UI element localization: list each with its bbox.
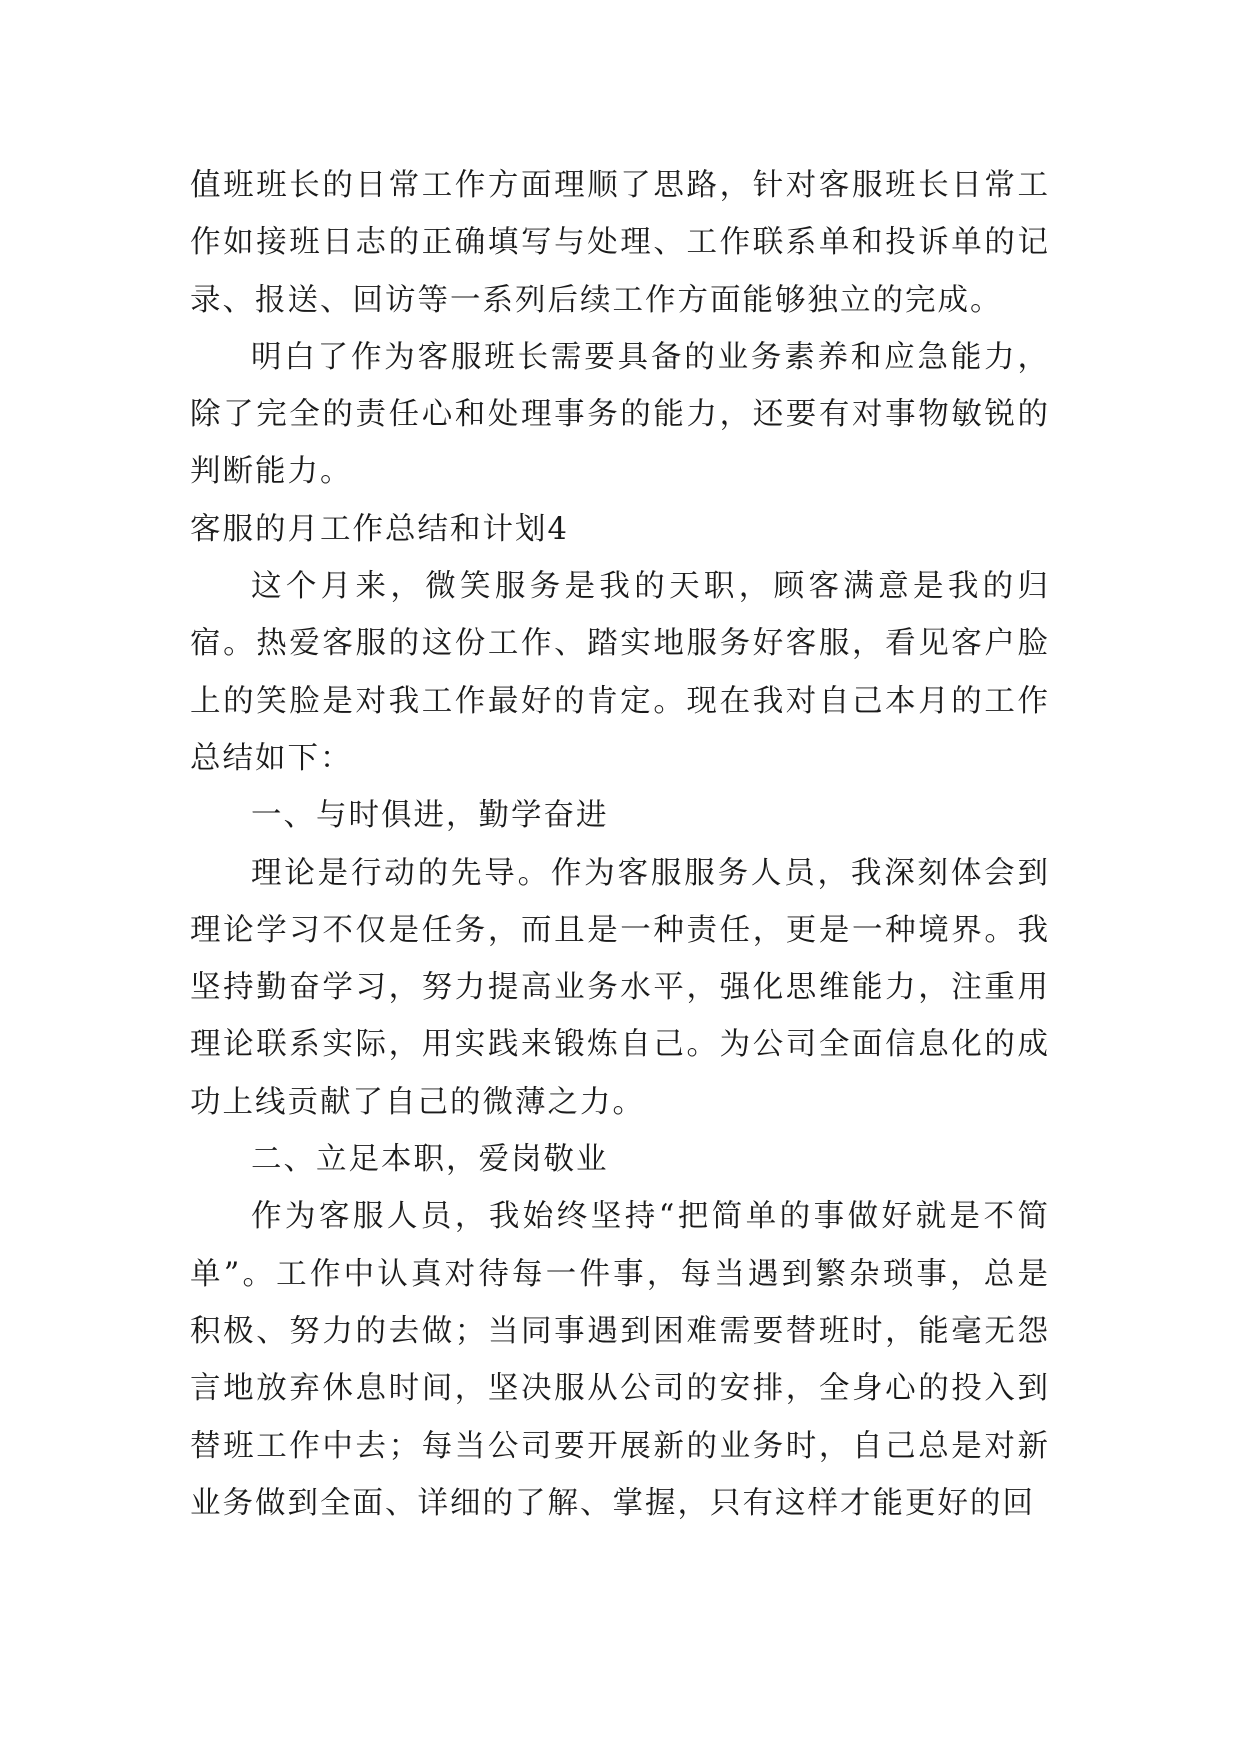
subheading-dedication: 二、立足本职，爱岗敬业 <box>251 1142 609 1178</box>
paragraph-customer-service-attitude: 作为客服人员，我始终坚持“把简单的事做好就是不简单”。工作中认真对待每一件事，每当遇到繁杂琐事，总是积极、努力的去做；当同事遇到困难需要替班时，能毫无怨言地放弃休息时间，坚决服从公司的安排，全身心的投入到替班工作中去；每当公司要开展新的业务时，自己总是对新业务做到全面、详细的了解、掌握，只有这样才能更好的回 <box>190 1199 1050 1521</box>
paragraph-leader-qualities: 明白了作为客服班长需要具备的业务素养和应急能力，除了完全的责任心和处理事务的能力，还要有对事物敏锐的判断能力。 <box>190 339 1050 490</box>
paragraph-month-intro: 这个月来，微笑服务是我的天职，顾客满意是我的归宿。热爱客服的这份工作、踏实地服务好客服，看见客户脸上的笑脸是对我工作最好的肯定。现在我对自己本月的工作总结如下： <box>190 569 1050 776</box>
paragraph-duty-leader-work: 值班班长的日常工作方面理顺了思路，针对客服班长日常工作如接班日志的正确填写与处理、工作联系单和投诉单的记录、报送、回访等一系列后续工作方面能够独立的完成。 <box>190 168 1050 318</box>
section-heading-summary-4: 客服的月工作总结和计划4 <box>190 511 569 547</box>
document-body <box>190 157 1050 1532</box>
paragraph-theory-learning: 理论是行动的先导。作为客服服务人员，我深刻体会到理论学习不仅是任务，而且是一种责任，更是一种境界。我坚持勤奋学习，努力提高业务水平，强化思维能力，注重用理论联系实际，用实践来锻炼自己。为公司全面信息化的成功上线贡献了自己的微薄之力。 <box>190 855 1050 1120</box>
subheading-keep-pace: 一、与时俱进，勤学奋进 <box>251 798 609 834</box>
